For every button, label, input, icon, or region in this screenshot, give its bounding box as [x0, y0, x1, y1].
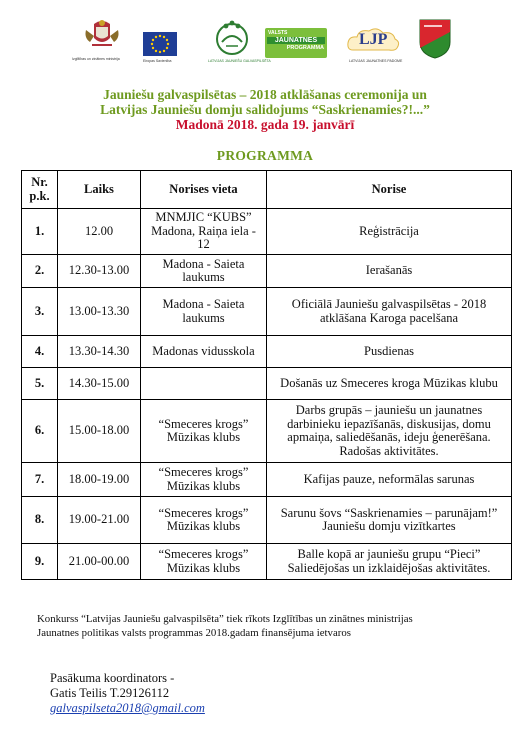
row-event: Došanās uz Smeceres kroga Mūzikas klubu	[267, 368, 512, 400]
row-event: Sarunu šovs “Saskrienamies – parunājam!” Jauniešu domju vizītkartes	[267, 497, 512, 544]
youth-capital-logo	[208, 18, 271, 68]
row-event: Kafijas pauze, neformālas sarunas	[267, 463, 512, 497]
coordinator-block	[50, 671, 205, 716]
title-line-1: Jauniešu galvaspilsētas – 2018 atklāšanas ceremonija un	[103, 87, 427, 102]
row-venue: “Smeceres krogs” Mūzikas klubs	[141, 463, 267, 497]
coordinator-label: Pasākuma koordinators -	[50, 671, 175, 685]
coat-of-arms-icon	[78, 18, 126, 58]
madona-logo	[418, 18, 458, 68]
row-time: 21.00-00.00	[58, 544, 141, 580]
vjp-logo	[265, 18, 329, 68]
row-event: Balle kopā ar jauniešu grupu “Pieci” Saliedējošas un izklaidējošas aktivitātes.	[267, 544, 512, 580]
header-nr: Nr. p.k.	[22, 171, 58, 209]
row-venue: “Smeceres krogs” Mūzikas klubs	[141, 400, 267, 463]
row-time: 13.30-14.30	[58, 336, 141, 368]
row-time: 12.30-13.00	[58, 255, 141, 288]
row-nr: 5.	[22, 368, 58, 400]
row-time: 18.00-19.00	[58, 463, 141, 497]
funding-note-line-2: Jaunatnes politikas valsts programmas 2018.gadam finansējuma ietvaros	[37, 627, 351, 639]
coordinator-email-link[interactable]: galvaspilseta2018@gmail.com	[50, 701, 205, 715]
row-nr: 8.	[22, 497, 58, 544]
row-time: 12.00	[58, 209, 141, 255]
table-row	[22, 288, 512, 336]
row-venue: Madona - Saieta laukums	[141, 255, 267, 288]
youth-capital-emblem-icon	[212, 20, 252, 58]
table-row	[22, 400, 512, 463]
row-venue: “Smeceres krogs” Mūzikas klubs	[141, 497, 267, 544]
row-time: 13.00-13.30	[58, 288, 141, 336]
ministry-logo	[72, 18, 126, 68]
ljp-caption: LATVIJAS JAUNATNES PADOME	[349, 59, 403, 63]
row-venue: “Smeceres krogs” Mūzikas klubs	[141, 544, 267, 580]
row-event: Reģistrācija	[267, 209, 512, 255]
row-nr: 2.	[22, 255, 58, 288]
table-row	[22, 544, 512, 580]
coordinator-name-phone: Gatis Teilis T.29126112	[50, 686, 170, 700]
row-event: Ierašanās	[267, 255, 512, 288]
row-venue: MNMJIC “KUBS” Madona, Raiņa iela - 12	[141, 209, 267, 255]
program-heading: PROGRAMMA	[216, 148, 314, 163]
title-line-2: Latvijas Jauniešu domju salidojums “Saskrienamies?!...”	[100, 102, 430, 117]
ministry-caption: Izglītības un zinātnes ministrija	[72, 57, 120, 61]
row-time: 14.30-15.00	[58, 368, 141, 400]
row-venue: Madonas vidusskola	[141, 336, 267, 368]
logos-row	[0, 18, 530, 70]
table-row	[22, 368, 512, 400]
madona-shield-icon	[418, 18, 452, 60]
header-venue: Norises vieta	[141, 171, 267, 209]
row-venue: Madona - Saieta laukums	[141, 288, 267, 336]
row-event: Oficiālā Jauniešu galvaspilsētas - 2018 atklāšana Karoga pacelšana	[267, 288, 512, 336]
row-event: Pusdienas	[267, 336, 512, 368]
row-nr: 6.	[22, 400, 58, 463]
table-row	[22, 209, 512, 255]
vjp-line2: JAUNATNES	[267, 37, 325, 44]
row-time: 19.00-21.00	[58, 497, 141, 544]
eu-flag-icon	[143, 32, 177, 56]
vjp-line1: VALSTS	[268, 30, 288, 36]
table-header-row	[22, 171, 512, 209]
ljp-logo	[345, 18, 405, 68]
row-venue	[141, 368, 267, 400]
funding-note-line-1: Konkurss “Latvijas Jauniešu galvaspilsēta” tiek rīkots Izglītības un zinātnes ministrijas	[37, 613, 413, 625]
title-line-3: Madonā 2018. gada 19. janvārī	[175, 117, 355, 132]
eu-logo	[143, 18, 183, 68]
table-row	[22, 463, 512, 497]
row-nr: 9.	[22, 544, 58, 580]
row-nr: 7.	[22, 463, 58, 497]
youth-capital-caption: LATVIJAS JAUNIEŠU GALVASPILSĒTA	[208, 59, 271, 63]
table-row	[22, 497, 512, 544]
eu-caption: Eiropas Savienība	[143, 59, 172, 63]
vjp-line3: PROGRAMMA	[286, 45, 324, 51]
table-row	[22, 336, 512, 368]
schedule-table	[21, 170, 512, 580]
vjp-badge	[265, 28, 327, 58]
ljp-text: LJP	[359, 31, 388, 48]
table-row	[22, 255, 512, 288]
row-time: 15.00-18.00	[58, 400, 141, 463]
funding-note	[37, 612, 507, 640]
row-event: Darbs grupās – jauniešu un jaunatnes darbinieku iepazīšanās, diskusijas, domu apmaiņa, saliedēšanās, ideju ģenerēšana. Radošas aktivitātes.	[267, 400, 512, 463]
row-nr: 1.	[22, 209, 58, 255]
header-event: Norise	[267, 171, 512, 209]
row-nr: 4.	[22, 336, 58, 368]
header-time: Laiks	[58, 171, 141, 209]
row-nr: 3.	[22, 288, 58, 336]
